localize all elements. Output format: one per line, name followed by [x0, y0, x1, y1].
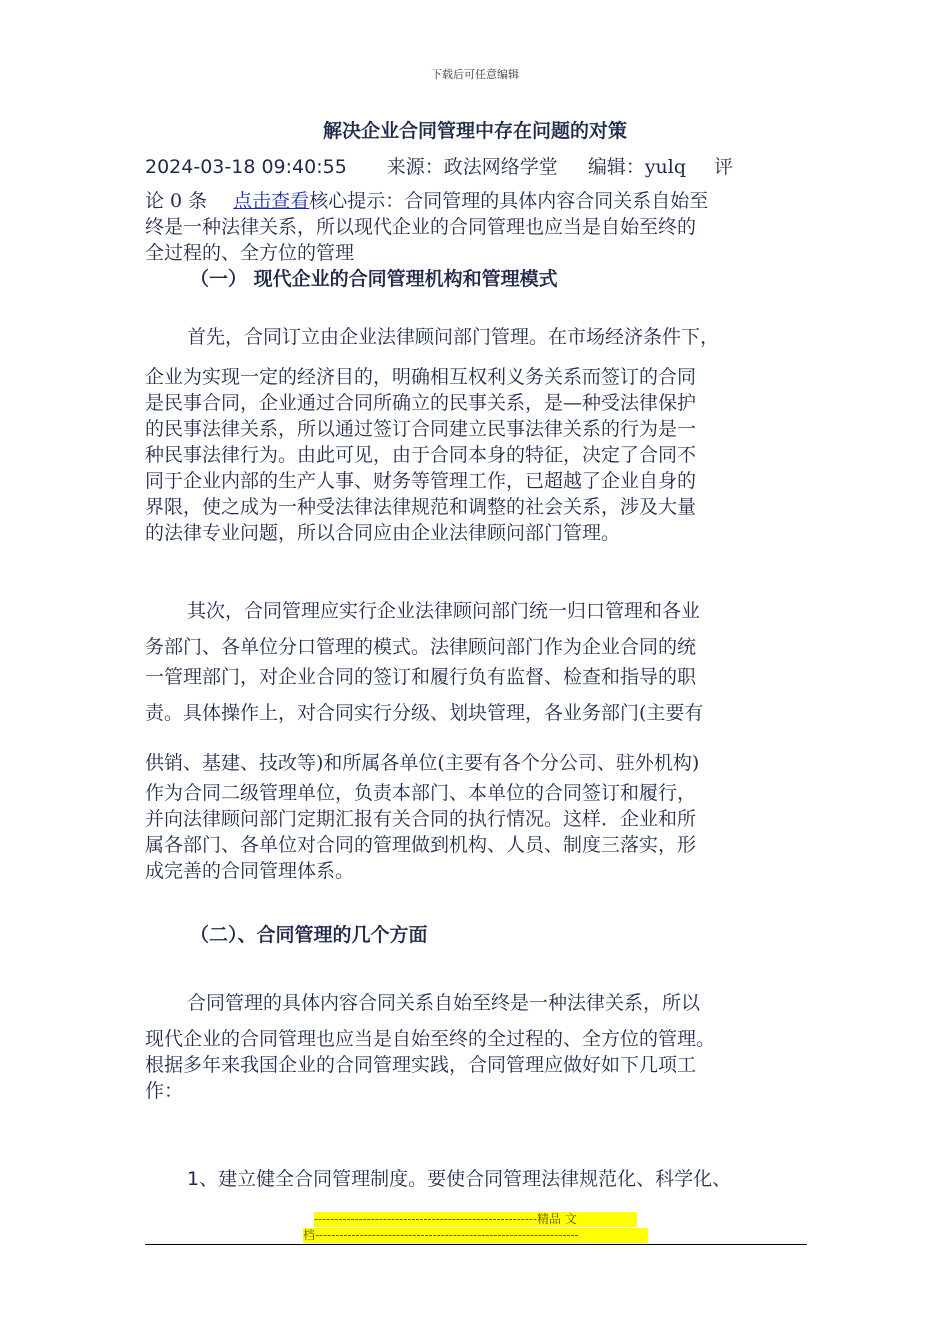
- paragraph-line: 供销、基建、技改等)和所属各单位(主要有各个分公司、驻外机构): [145, 752, 700, 774]
- paragraph-2: [145, 598, 810, 884]
- footer-divider: [145, 1244, 807, 1245]
- paragraph-line: 根据多年来我国企业的合同管理实践，合同管理应做好如下几项工: [145, 1054, 697, 1076]
- paragraph-line: 的法律专业问题，所以合同应由企业法律顾问部门管理。: [145, 522, 621, 544]
- summary-text: 核心提示：合同管理的具体内容合同关系自始至: [309, 190, 709, 212]
- paragraph-line: 其次，合同管理应实行企业法律顾问部门统一归口管理和各业: [187, 600, 701, 622]
- paragraph-line: 责。具体操作上，对合同实行分级、划块管理，各业务部门(主要有: [145, 702, 704, 724]
- publish-datetime: 2024-03-18 09:40:55: [145, 156, 347, 178]
- paragraph-line: 界限，使之成为一种受法律法律规范和调整的社会关系，涉及大量: [145, 496, 697, 518]
- paragraph-line: 属各部门、各单位对合同的管理做到机构、人员、制度三落实，形: [145, 834, 697, 856]
- paragraph-1: [145, 324, 810, 546]
- article-meta: [145, 152, 810, 179]
- footer-watermark-line2: 档-----------------------------------------------------------------: [303, 1228, 648, 1243]
- paragraph-line: 务部门、各单位分口管理的模式。法律顾问部门作为企业合同的统: [145, 636, 697, 658]
- comment-count: 论 0 条: [145, 190, 208, 212]
- paragraph-line: 成完善的合同管理体系。: [145, 860, 355, 882]
- summary-line: 全过程的、全方位的管理: [145, 242, 355, 264]
- paragraph-line: 种民事法律行为。由此可见，由于合同本身的特征，决定了合同不: [145, 444, 697, 466]
- summary-line: 终是一种法律关系，所以现代企业的合同管理也应当是自始至终的: [145, 216, 697, 238]
- list-number: 1: [187, 1168, 200, 1190]
- paragraph-3: [145, 990, 810, 1104]
- article-source: 来源：政法网络学堂: [386, 156, 558, 178]
- section-heading-1: （一） 现代企业的合同管理机构和管理模式: [190, 268, 558, 290]
- paragraph-line: 作：: [145, 1080, 184, 1102]
- paragraph-line: 企业为实现一定的经济目的，明确相互权利义务关系而签订的合同: [145, 366, 697, 388]
- article-title: 解决企业合同管理中存在问题的对策: [322, 120, 627, 142]
- paragraph-line: 是民事合同，企业通过合同所确立的民事关系，是—种受法律保护: [145, 392, 697, 414]
- paragraph-4: [145, 1166, 810, 1192]
- paragraph-line: 一管理部门，对企业合同的签订和履行负有监督、检查和指导的职: [145, 666, 697, 688]
- paragraph-line: 并向法律顾问部门定期汇报有关合同的执行情况。这样．企业和所: [145, 808, 697, 830]
- paragraph-line: 首先，合同订立由企业法律顾问部门管理。在市场经济条件下，: [187, 326, 720, 348]
- view-link[interactable]: 点击查看: [233, 190, 310, 212]
- paragraph-line: 、建立健全合同管理制度。要使合同管理法律规范化、科学化、: [199, 1168, 732, 1190]
- comment-label: 评: [714, 156, 734, 178]
- header-note: 下载后可任意编辑: [431, 68, 519, 81]
- paragraph-line: 的民事法律关系，所以通过签订合同建立民事法律关系的行为是一: [145, 418, 697, 440]
- summary-block: [145, 188, 810, 266]
- section-heading-2: （二）、合同管理的几个方面: [190, 924, 428, 946]
- paragraph-line: 现代企业的合同管理也应当是自始至终的全过程的、全方位的管理。: [145, 1028, 716, 1050]
- paragraph-line: 合同管理的具体内容合同关系自始至终是一种法律关系，所以: [187, 992, 701, 1014]
- paragraph-line: 同于企业内部的生产人事、财务等管理工作，已超越了企业自身的: [145, 470, 697, 492]
- footer-watermark-line1: -------------------------------------------------------精品 文: [314, 1212, 637, 1227]
- article-editor: 编辑：yulq: [587, 156, 687, 178]
- paragraph-line: 作为合同二级管理单位，负责本部门、本单位的合同签订和履行，: [145, 782, 697, 804]
